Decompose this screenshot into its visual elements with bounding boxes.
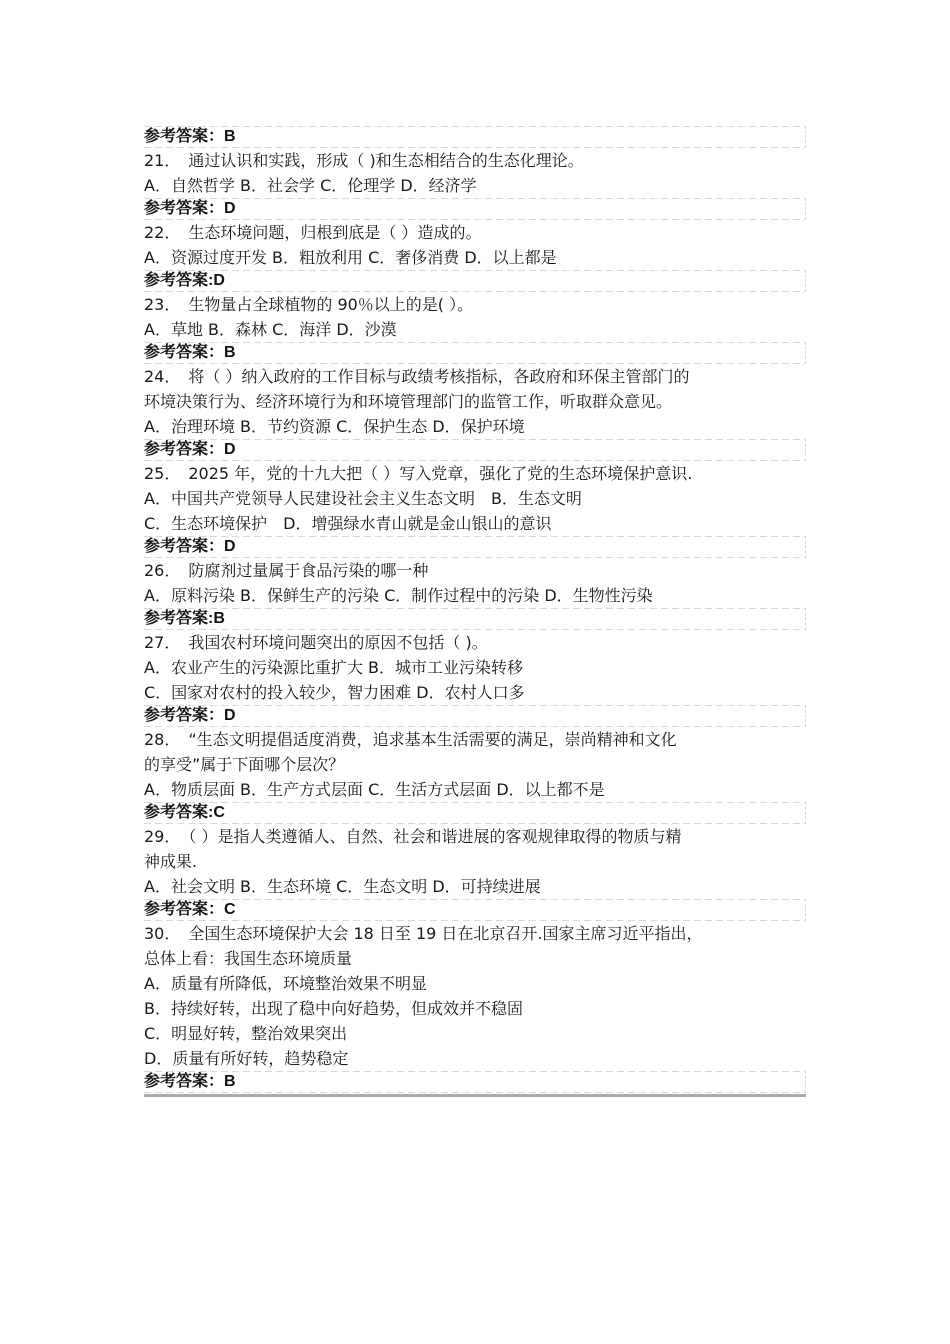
question-line: 29． （ ）是指人类遵循人、自然、社会和谐进展的客观规律取得的物质与精 [144, 827, 682, 846]
option-line: A．自然哲学 B．社会学 C．伦理学 D．经济学 [144, 176, 477, 195]
answer-line: 参考答案：C [144, 899, 806, 921]
option-line: A．草地 B．森林 C．海洋 D．沙漠 [144, 320, 397, 339]
answer-line: 参考答案：D [144, 705, 806, 727]
answer-line: 参考答案：D [144, 198, 806, 220]
question-line: 30． 全国生态环境保护大会 18 日至 19 日在北京召开.国家主席习近平指出， [144, 924, 703, 943]
question-line: 21． 通过认识和实践，形成（ )和生态相结合的生态化理论。 [144, 151, 584, 170]
option-line: A．治理环境 B．节约资源 C．保护生态 D．保护环境 [144, 417, 525, 436]
answer-line: 参考答案:B [144, 608, 806, 630]
answer-line: 参考答案：D [144, 439, 806, 461]
answer-line: 参考答案:D [144, 270, 806, 292]
option-line: B．持续好转，出现了稳中向好趋势，但成效并不稳固 [144, 999, 523, 1018]
option-line: C．明显好转，整治效果突出 [144, 1024, 348, 1043]
option-line: D．质量有所好转，趋势稳定 [144, 1049, 349, 1068]
bottom-rule [144, 1094, 806, 1097]
question-line: 神成果. [144, 852, 198, 871]
option-line: C．生态环境保护 D．增强绿水青山就是金山银山的意识 [144, 514, 552, 533]
question [144, 921, 806, 971]
question [144, 461, 806, 486]
question [144, 220, 806, 245]
question-line: 22． 生态环境问题，归根到底是（ ）造成的。 [144, 223, 482, 242]
option-line: A．资源过度开发 B．粗放利用 C．奢侈消费 D．以上都是 [144, 248, 557, 267]
answer-line: 参考答案：B [144, 342, 806, 364]
question [144, 824, 806, 874]
question [144, 292, 806, 317]
question [144, 364, 806, 414]
option-line: A．社会文明 B．生态环境 C．生态文明 D．可持续进展 [144, 877, 541, 896]
question-line: 25． 2025 年，党的十九大把（ ）写入党章，强化了党的生态环境保护意识. [144, 464, 693, 483]
question [144, 630, 806, 655]
question-line: 26． 防腐剂过量属于食品污染的哪一种 [144, 561, 429, 580]
question-line: 的享受”属于下面哪个层次？ [144, 755, 345, 774]
option-line: C．国家对农村的投入较少，智力困难 D．农村人口多 [144, 683, 525, 702]
question-line: 28． “生态文明提倡适度消费，追求基本生活需要的满足，崇尚精神和文化 [144, 730, 677, 749]
document-body [144, 126, 806, 1097]
option-line: A．中国共产党领导人民建设社会主义生态文明 B．生态文明 [144, 489, 582, 508]
option-line: A．原料污染 B．保鲜生产的污染 C．制作过程中的污染 D．生物性污染 [144, 586, 653, 605]
answer-line: 参考答案：B [144, 1071, 806, 1093]
question-line: 23． 生物量占全球植物的 90％以上的是( ）。 [144, 295, 474, 314]
question-line: 总体上看：我国生态环境质量 [144, 949, 353, 968]
question-line: 环境决策行为、经济环境行为和环境管理部门的监管工作，听取群众意见。 [144, 392, 673, 411]
option-line: A．农业产生的污染源比重扩大 B．城市工业污染转移 [144, 658, 524, 677]
answer-line: 参考答案：D [144, 536, 806, 558]
option-line: A．质量有所降低，环境整治效果不明显 [144, 974, 427, 993]
question-line: 27． 我国农村环境问题突出的原因不包括（ )。 [144, 633, 488, 652]
question [144, 558, 806, 583]
answer-line: 参考答案：B [144, 126, 806, 148]
question-line: 24． 将（ ）纳入政府的工作目标与政绩考核指标，各政府和环保主管部门的 [144, 367, 690, 386]
question [144, 148, 806, 173]
question [144, 727, 806, 777]
option-line: A．物质层面 B．生产方式层面 C．生活方式层面 D．以上都不是 [144, 780, 605, 799]
answer-line: 参考答案:C [144, 802, 806, 824]
